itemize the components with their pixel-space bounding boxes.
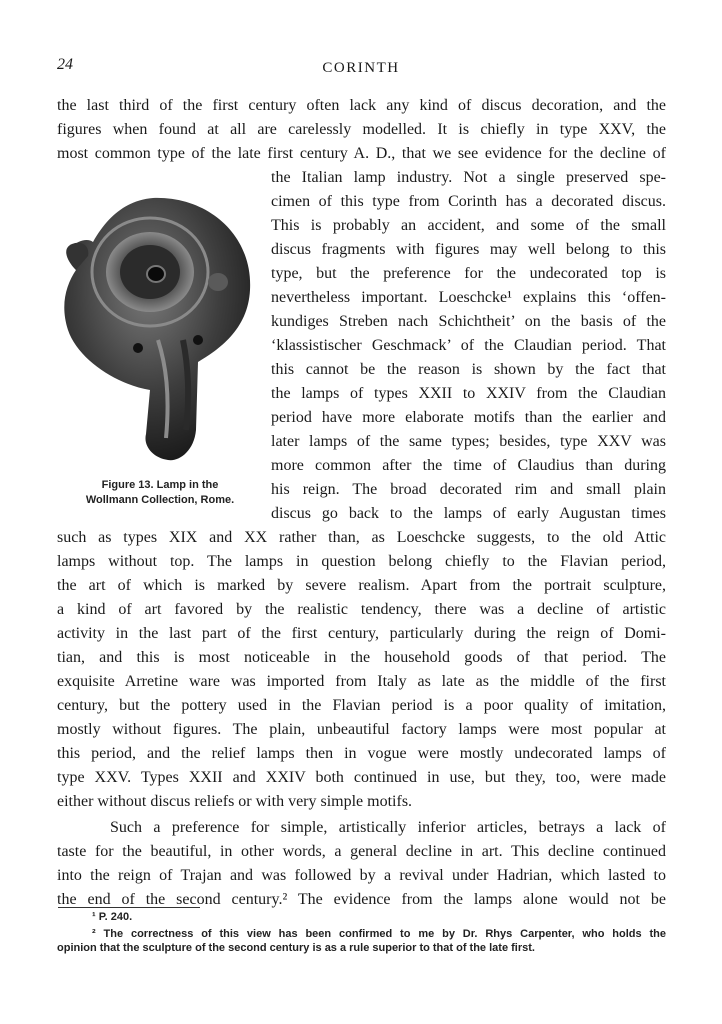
body-line: tian, and this is most noticeable in the household goods of that period. The [57, 649, 666, 666]
body-line: discus fragments with figures may well belong to this [271, 241, 666, 258]
body-line: century, but the pottery used in the Flavian period is a poor quality of imitation, [57, 697, 666, 714]
body-line: kundiges Streben nach Schichtheit’ on the basis of the [271, 313, 666, 330]
footnote: opinion that the sculpture of the second century is as a rule superior to that of the late first. [57, 942, 535, 954]
body-line: more common after the time of Claudius than during [271, 457, 666, 474]
footnote-rule [58, 907, 200, 908]
body-line: type, but the preference for the undecorated top is [271, 265, 666, 282]
body-line: This is probably an accident, and some of the small [271, 217, 666, 234]
body-line: this cannot be the reason is shown by the fact that [271, 361, 666, 378]
body-line: figures when found at all are carelessly modelled. It is chiefly in type XXV, the [57, 121, 666, 138]
body-line: nevertheless important. Loeschcke¹ explains this ‘offen- [271, 289, 666, 306]
body-line: activity in the last part of the first century, particularly during the reign of Domi- [57, 625, 666, 642]
body-line: the end of the second century.² The evidence from the lamps alone would not be [57, 891, 666, 908]
body-line: his reign. The broad decorated rim and small plain [271, 481, 666, 498]
page-number: 24 [57, 56, 73, 73]
body-line: period have more elaborate motifs than the earlier and [271, 409, 666, 426]
body-line: the last third of the first century often lack any kind of discus decoration, and the [57, 97, 666, 114]
body-line: the Italian lamp industry. Not a single preserved spe- [271, 169, 666, 186]
figure-caption-line: Figure 13. Lamp in the [101, 479, 219, 491]
footnote: ¹ P. 240. [92, 911, 133, 923]
body-line: exquisite Arretine ware was imported from Italy as late as the middle of the first [57, 673, 666, 690]
figure-caption-line: Wollmann Collection, Rome. [85, 494, 235, 506]
body-line: such as types XIX and XX rather than, as Loeschcke suggests, to the old Attic [57, 529, 666, 546]
body-line: most common type of the late first century A. D., that we see evidence for the decline of [57, 145, 666, 162]
body-line: into the reign of Trajan and was followed by a revival under Hadrian, which lasted to [57, 867, 666, 884]
body-line: later lamps of the same types; besides, type XXV was [271, 433, 666, 450]
lamp-figure [58, 190, 253, 465]
lamp-photograph-icon [58, 190, 253, 465]
body-line: the art of which is marked by severe realism. Apart from the portrait sculpture, [57, 577, 666, 594]
figure-caption [58, 478, 262, 508]
body-line: cimen of this type from Corinth has a decorated discus. [271, 193, 666, 210]
body-line: a kind of art favored by the realistic tendency, there was a decline of artistic [57, 601, 666, 618]
footnote: ² The correctness of this view has been confirmed to me by Dr. Rhys Carpenter, who holds the [92, 928, 666, 940]
body-line: lamps without top. The lamps in question belong chiefly to the Flavian period, [57, 553, 666, 570]
body-line: ‘klassistischer Geschmack’ of the Claudian period. That [271, 337, 666, 354]
body-line: this period, and the relief lamps then in vogue were mostly undecorated lamps of [57, 745, 666, 762]
body-line: mostly without figures. The plain, unbeautiful factory lamps were most popular at [57, 721, 666, 738]
running-head: CORINTH [322, 60, 400, 76]
body-line: the lamps of types XXII to XXIV from the Claudian [271, 385, 666, 402]
body-line: Such a preference for simple, artistically inferior articles, betrays a lack of [110, 819, 666, 836]
body-line: type XXV. Types XXII and XXIV both continued in use, but they, too, were made [57, 769, 666, 786]
body-line: taste for the beautiful, in other words, a general decline in art. This decline continued [57, 843, 666, 860]
body-line: either without discus reliefs or with very simple motifs. [57, 793, 413, 810]
body-line: discus go back to the lamps of early Augustan times [271, 505, 666, 522]
